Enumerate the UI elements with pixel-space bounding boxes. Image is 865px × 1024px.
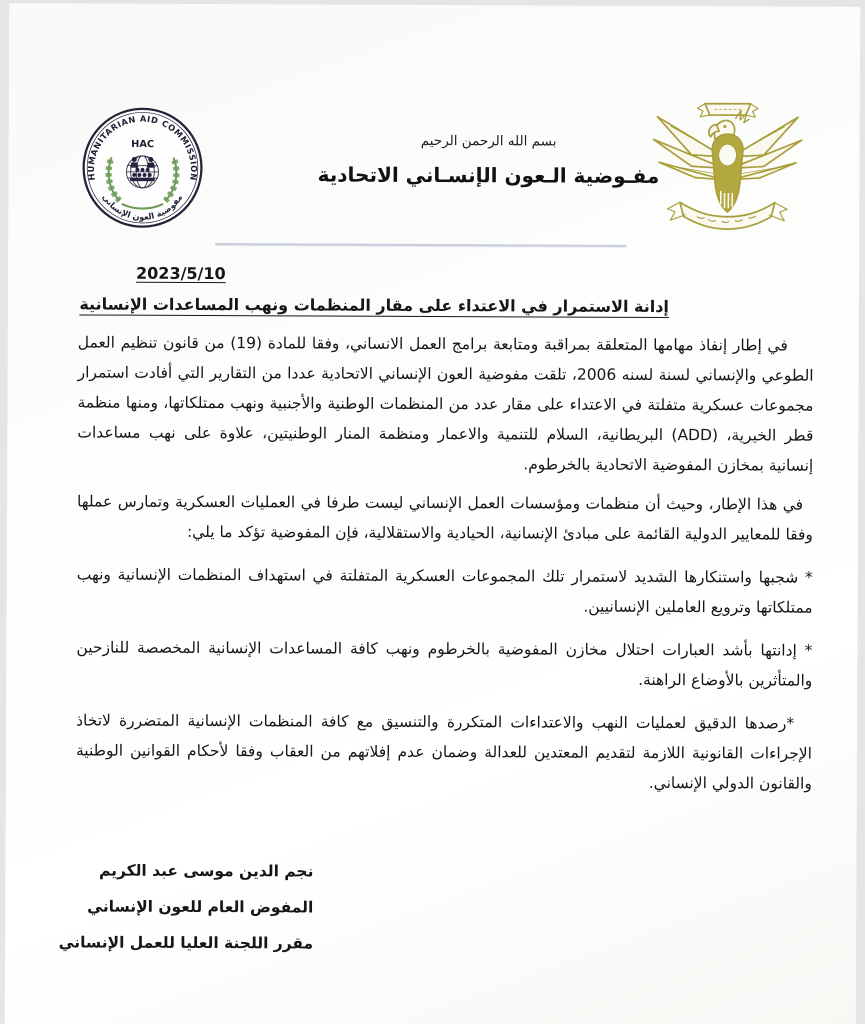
hac-seal-top-text: HUMANITARIAN AID COMMISSION	[85, 113, 200, 182]
hac-seal-icon	[80, 105, 205, 230]
bullet-condemn-looting: * إدانتها بأشد العبارات احتلال مخازن المفوضية بالخرطوم ونهب كافة المساعدات الإنسانية المخصصة للنازحين والمتأثرين بالأوضاع الراهنة.	[76, 638, 813, 690]
paragraph-framework: في هذا الإطار، وحيث أن منظمات ومؤسسات العمل الإنساني ليست طرفا في العمليات العسكرية وتمارس عملها وفقا للمعايير الدولية القائمة على مبادئ الإنسانية، الحيادية والاستقلالية، فإن المفوضية تؤكد ما يلي:	[77, 492, 813, 544]
letter-body	[76, 263, 814, 811]
paragraph-intro: في إطار إنفاذ مهامها المتعلقة بمراقبة ومتابعة برامج العمل الانساني، وفقا للمادة (19) من قانون تنظيم العمل الطوعي والإنساني لسنة لسنه 2006، تلقت مفوضية العون الإنساني الاتحادية عددا من التقارير التي أفادت استمرار مجموعات عسكرية متفلتة في الاعتداء على مقار عدد من المنظمات الوطنية والأجنبية ونهب ممتلكاتها، ومنها منظمة قطر الخيرية، (ADD) البريطانية، السلام للتنمية والاعمار ومنظمة المنار الوطنيتين، علاوة على نهب مساعدات إنسانية بمخازن المفوضية الاتحادية بالخرطوم.	[77, 333, 814, 475]
date-line	[136, 264, 814, 286]
hac-seal-acronym: HAC	[131, 139, 155, 151]
sudan-coat-of-arms-icon	[651, 92, 804, 245]
signatory-role-1: المفوض العام للعون الإنساني	[87, 897, 314, 917]
signatory-role-2: مقرر اللجنة العليا للعمل الإنساني	[58, 933, 314, 953]
bullet-monitoring: *رصدها الدقيق لعمليات النهب والاعتداءات المتكررة والتنسيق مع كافة المنظمات الإنسانية المتضررة لاتخاذ الإجراءات القانونية اللازمة لتقديم المعتدين للعدالة وضمان عدم إفلاتهم من العقاب وفقا لأحكام القوانين الوطنية والقانون الدولي الإنساني.	[75, 711, 813, 793]
date-value: 2023/5/10	[136, 263, 226, 284]
top-scroll	[697, 104, 758, 118]
sudan-emblem-svg	[651, 92, 804, 245]
letter-title: إدانة الاستمرار في الاعتداء على مقار المنظمات ونهب المساعدات الإنسانية	[79, 294, 669, 317]
signature-block	[58, 861, 314, 971]
hac-seal-svg	[80, 105, 205, 230]
letter-page	[5, 3, 860, 1024]
bismillah-line: بسم الله الرحمن الرحيم	[420, 132, 557, 150]
hac-seal-bottom-text: مفوضية العون الإنساني	[100, 192, 185, 222]
signatory-name: نجم الدين موسى عبد الكريم	[98, 861, 314, 881]
shield-body	[712, 134, 743, 212]
bullet-condemn-attacks: * شجبها واستنكارها الشديد لاستمرار تلك المجموعات العسكرية المتفلتة في استهداف المنظمات الإنسانية ونهب ممتلكاتها وترويع العاملين الإنسانيين.	[76, 565, 813, 617]
header-divider	[215, 243, 626, 247]
letterhead-center	[298, 132, 678, 188]
organization-name: مفـوضية الـعون الإنسـاني الاتحادية	[317, 162, 660, 188]
